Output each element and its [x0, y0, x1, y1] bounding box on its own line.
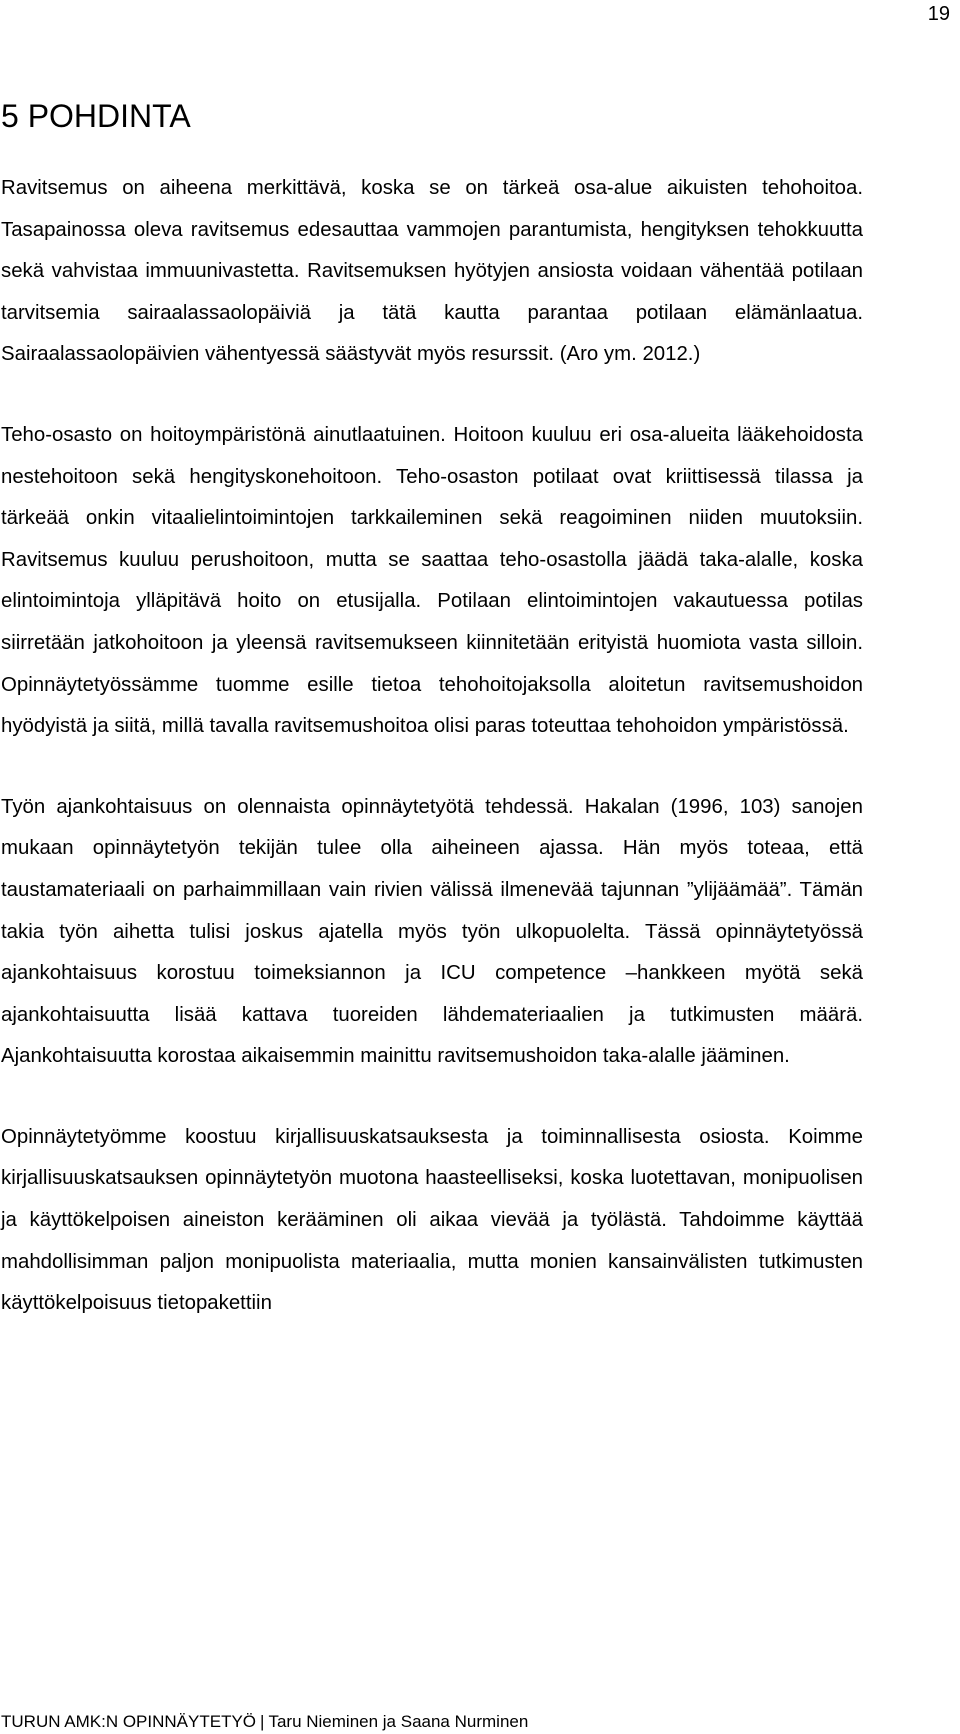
footer-institution: TURUN AMK:N OPINNÄYTETYÖ [1, 1712, 257, 1731]
body-text [1, 168, 863, 1325]
section-heading: 5 POHDINTA [1, 98, 191, 134]
page-number: 19 [927, 3, 950, 25]
paragraph-icu-environment: Teho-osasto on hoitoympäristönä ainutlaatuinen. Hoitoon kuuluu eri osa-alueita lääkehoidosta nestehoitoon sekä hengityskonehoitoon. Teho-osaston potilaat ovat kriittisessä tilassa ja tärkeää onkin vitaalielintoimintojen tarkkaileminen sekä reagoiminen niiden muutoksiin. Ravitsemus kuuluu perushoitoon, mutta se saattaa teho-osastolla jäädä taka-alalle, koska elintoimintoja ylläpitävä hoito on etusijalla. Potilaan elintoimintojen vakautuessa potilas siirretään jatkohoitoon ja yleensä ravitsemukseen kiinnitetään erityistä huomiota vasta silloin. Opinnäytetyössämme tuomme esille tietoa tehohoitojaksolla aloitetun ravitsemushoidon hyödyistä ja siitä, millä tavalla ravitsemushoitoa olisi paras toteuttaa tehohoidon ympäristössä. [1, 423, 863, 738]
paragraph-nutrition-significance: Ravitsemus on aiheena merkittävä, koska se on tärkeä osa-alue aikuisten tehohoitoa. Tasapainossa oleva ravitsemus edesauttaa vammojen parantumista, hengityksen tehokkuutta sekä vahvistaa immuunivastetta. Ravitsemuksen hyötyjen ansiosta voidaan vähentää potilaan tarvitsemia sairaalassaolopäiviä ja tätä kautta parantaa potilaan elämänlaatua. Sairaalassaolopäivien vähentyessä säästyvät myös resurssit. (Aro ym. 2012.) [1, 177, 863, 366]
page-footer [1, 1712, 528, 1732]
paragraph-topicality: Työn ajankohtaisuus on olennaista opinnäytetyötä tehdessä. Hakalan (1996, 103) sanojen mukaan opinnäytetyön tekijän tulee olla aiheineen ajassa. Hän myös toteaa, että taustamateriaali on parhaimmillaan vain rivien välissä ilmenevää tajunnan ”ylijäämää”. Tämän takia työn aihetta tulisi joskus ajatella myös työn ulkopuolelta. Tässä opinnäytetyössä ajankohtaisuus korostuu toimeksiannon ja ICU competence –hankkeen myötä sekä ajankohtaisuutta lisää kattava tuoreiden lähdemateriaalien ja tutkimusten määrä. Ajankohtaisuutta korostaa aikaisemmin mainittu ravitsemushoidon taka-alalle jääminen. [1, 795, 863, 1068]
footer-authors: Taru Nieminen ja Saana Nurminen [268, 1712, 529, 1731]
paragraph-thesis-structure: Opinnäytetyömme koostuu kirjallisuuskatsauksesta ja toiminnallisesta osiosta. Koimme kirjallisuuskatsauksen opinnäytetyön muotona haasteelliseksi, koska luotettavan, monipuolisen ja käyttökelpoisen aineiston kerääminen oli aikaa vievää ja työlästä. Tahdoimme käyttää mahdollisimman paljon monipuolista materiaalia, mutta monien kansainvälisten tutkimusten käyttökelpoisuus tietopakettiin [1, 1125, 863, 1315]
footer-separator: | [260, 1712, 265, 1731]
